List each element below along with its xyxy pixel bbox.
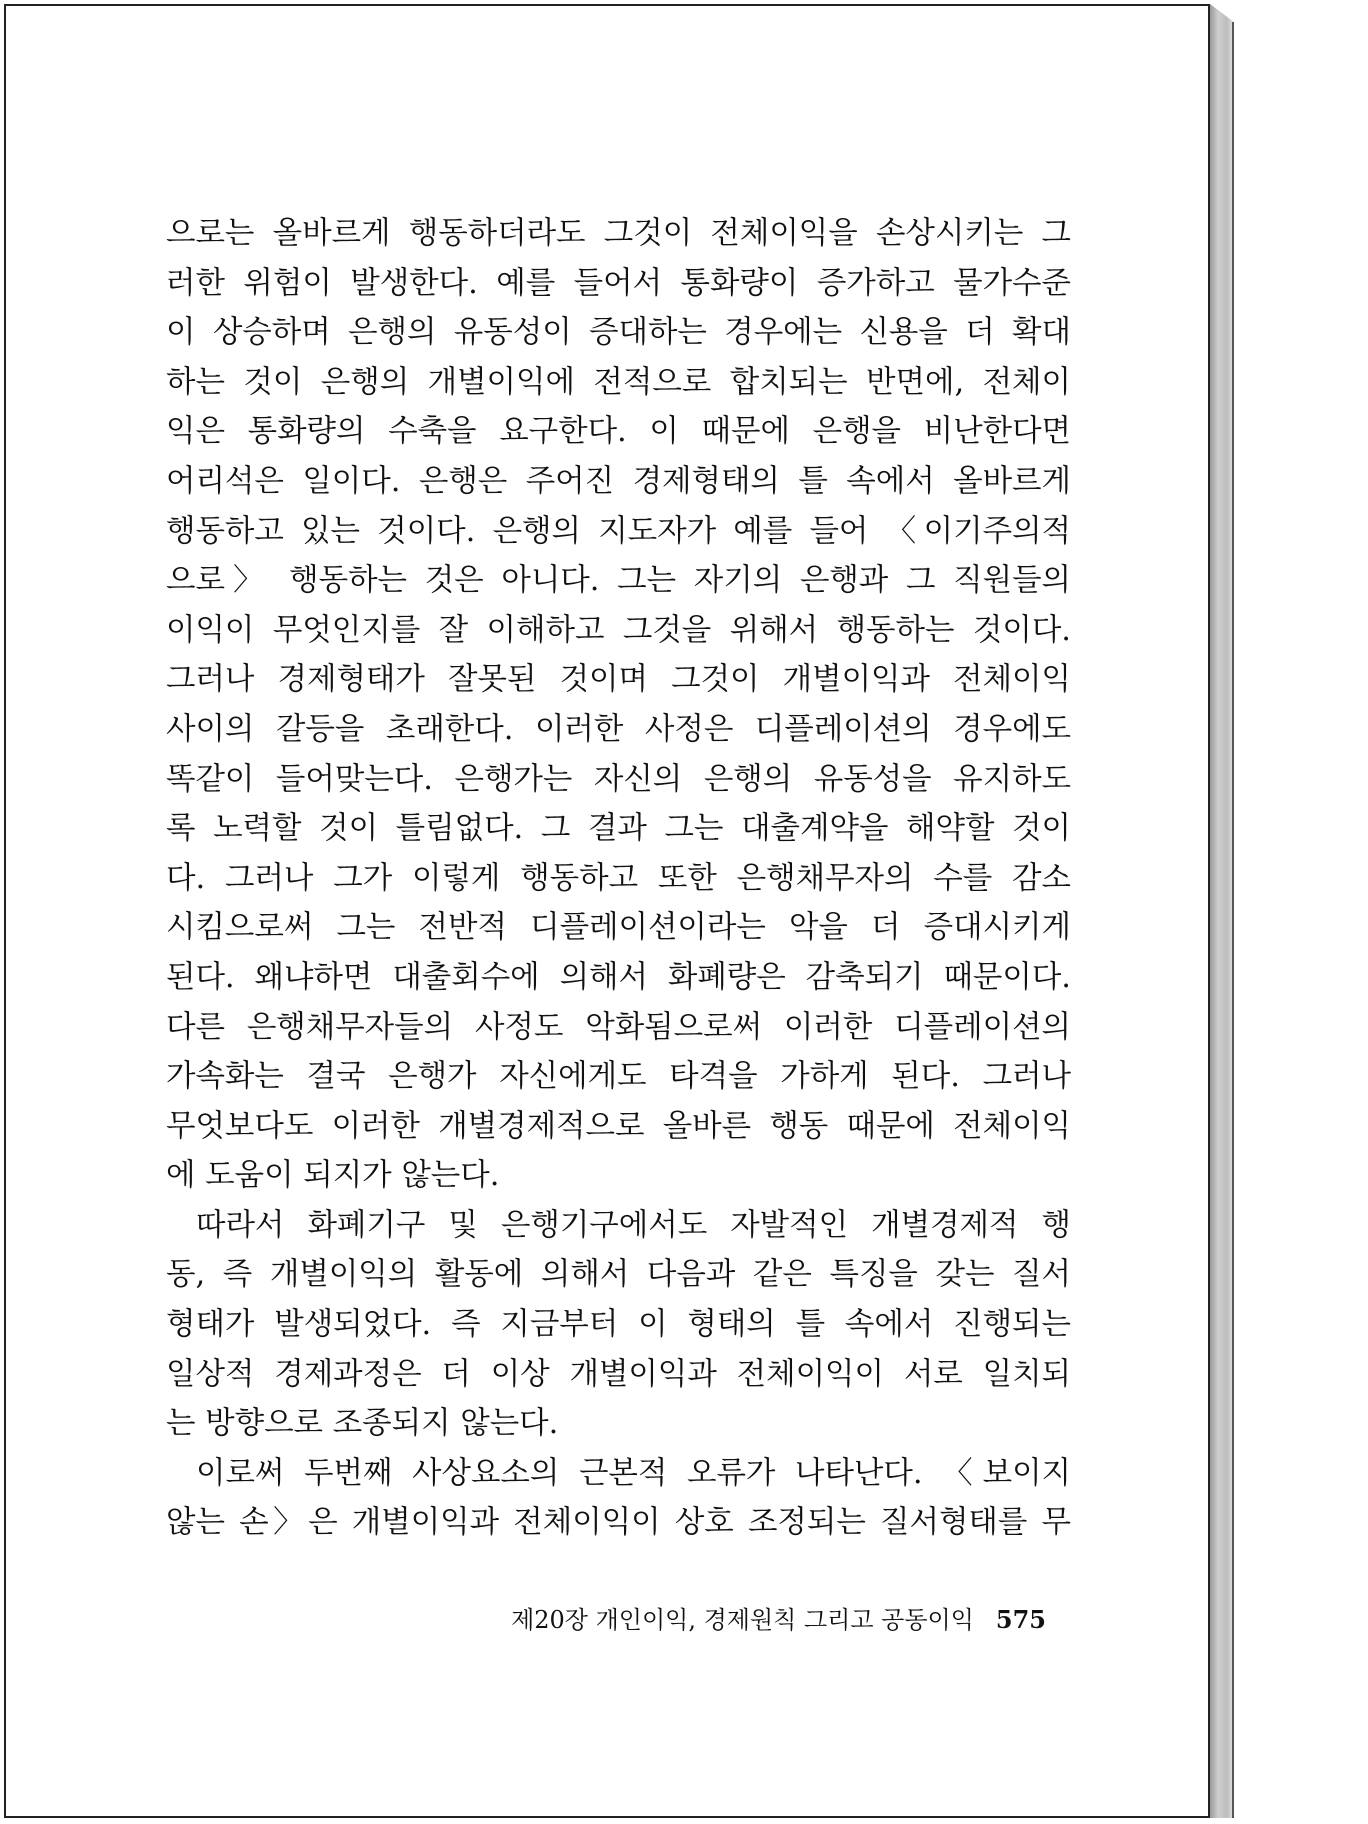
text-line: 않는 손〉은 개별이익과 전체이익이 상호 조정되는 질서형태를 무	[166, 1505, 1071, 1541]
text-line: 이 상승하며 은행의 유동성이 증대하는 경우에는 신용을 더 확대	[166, 315, 1071, 351]
text-line: 러한 위험이 발생한다. 예를 들어서 통화량이 증가하고 물가수준	[166, 265, 1071, 301]
text-line: 형태가 발생되었다. 즉 지금부터 이 형태의 틀 속에서 진행되는	[166, 1307, 1071, 1343]
text-line: 사이의 갈등을 초래한다. 이러한 사정은 디플레이션의 경우에도	[166, 711, 1071, 747]
text-line: 따라서 화폐기구 및 은행기구에서도 자발적인 개별경제적 행	[196, 1207, 1071, 1243]
text-line: 어리석은 일이다. 은행은 주어진 경제형태의 틀 속에서 올바르게	[166, 463, 1071, 499]
page-body-text	[166, 209, 1071, 1548]
text-line: 시킴으로써 그는 전반적 디플레이션이라는 악을 더 증대시키게	[166, 910, 1071, 946]
paragraph-3	[166, 1449, 1071, 1548]
text-line: 이로써 두번째 사상요소의 근본적 오류가 나타난다. 〈보이지	[196, 1455, 1071, 1491]
paragraph-2	[166, 1201, 1071, 1449]
text-line: 으로〉 행동하는 것은 아니다. 그는 자기의 은행과 그 직원들의	[166, 563, 1071, 599]
text-line: 동, 즉 개별이익의 활동에 의해서 다음과 같은 특징을 갖는 질서	[166, 1257, 1071, 1293]
text-line: 행동하고 있는 것이다. 은행의 지도자가 예를 들어 〈이기주의적	[166, 513, 1071, 549]
text-line: 된다. 왜냐하면 대출회수에 의해서 화폐량은 감축되기 때문이다.	[166, 959, 1071, 995]
text-line: 일상적 경제과정은 더 이상 개별이익과 전체이익이 서로 일치되	[166, 1356, 1071, 1392]
text-line: 이익이 무엇인지를 잘 이해하고 그것을 위해서 행동하는 것이다.	[166, 612, 1071, 648]
text-line: 하는 것이 은행의 개별이익에 전적으로 합치되는 반면에, 전체이	[166, 364, 1071, 400]
text-line: 다. 그러나 그가 이렇게 행동하고 또한 은행채무자의 수를 감소	[166, 860, 1071, 896]
text-line: 에 도움이 되지가 않는다.	[166, 1158, 500, 1194]
text-line: 무엇보다도 이러한 개별경제적으로 올바른 행동 때문에 전체이익	[166, 1108, 1071, 1144]
paragraph-1	[166, 209, 1071, 1201]
text-line: 가속화는 결국 은행가 자신에게도 타격을 가하게 된다. 그러나	[166, 1059, 1071, 1095]
text-line: 는 방향으로 조종되지 않는다.	[166, 1406, 559, 1442]
text-line: 으로는 올바르게 행동하더라도 그것이 전체이익을 손상시키는 그	[166, 216, 1071, 251]
page-stack-border	[1232, 22, 1234, 1818]
text-line: 똑같이 들어맞는다. 은행가는 자신의 은행의 유동성을 유지하도	[166, 761, 1071, 797]
page-number: 575	[995, 1605, 1046, 1634]
text-line: 익은 통화량의 수축을 요구한다. 이 때문에 은행을 비난한다면	[166, 414, 1071, 450]
page-footer	[486, 1600, 1046, 1635]
running-head: 제20장 개인이익, 경제원칙 그리고 공동이익	[511, 1606, 974, 1634]
text-line: 록 노력할 것이 틀림없다. 그 결과 그는 대출계약을 해약할 것이	[166, 811, 1071, 847]
text-line: 다른 은행채무자들의 사정도 악화됨으로써 이러한 디플레이션의	[166, 1009, 1071, 1045]
page-stack-edge	[1210, 4, 1234, 1818]
text-line: 그러나 경제형태가 잘못된 것이며 그것이 개별이익과 전체이익	[166, 662, 1071, 698]
book-page	[4, 4, 1210, 1818]
